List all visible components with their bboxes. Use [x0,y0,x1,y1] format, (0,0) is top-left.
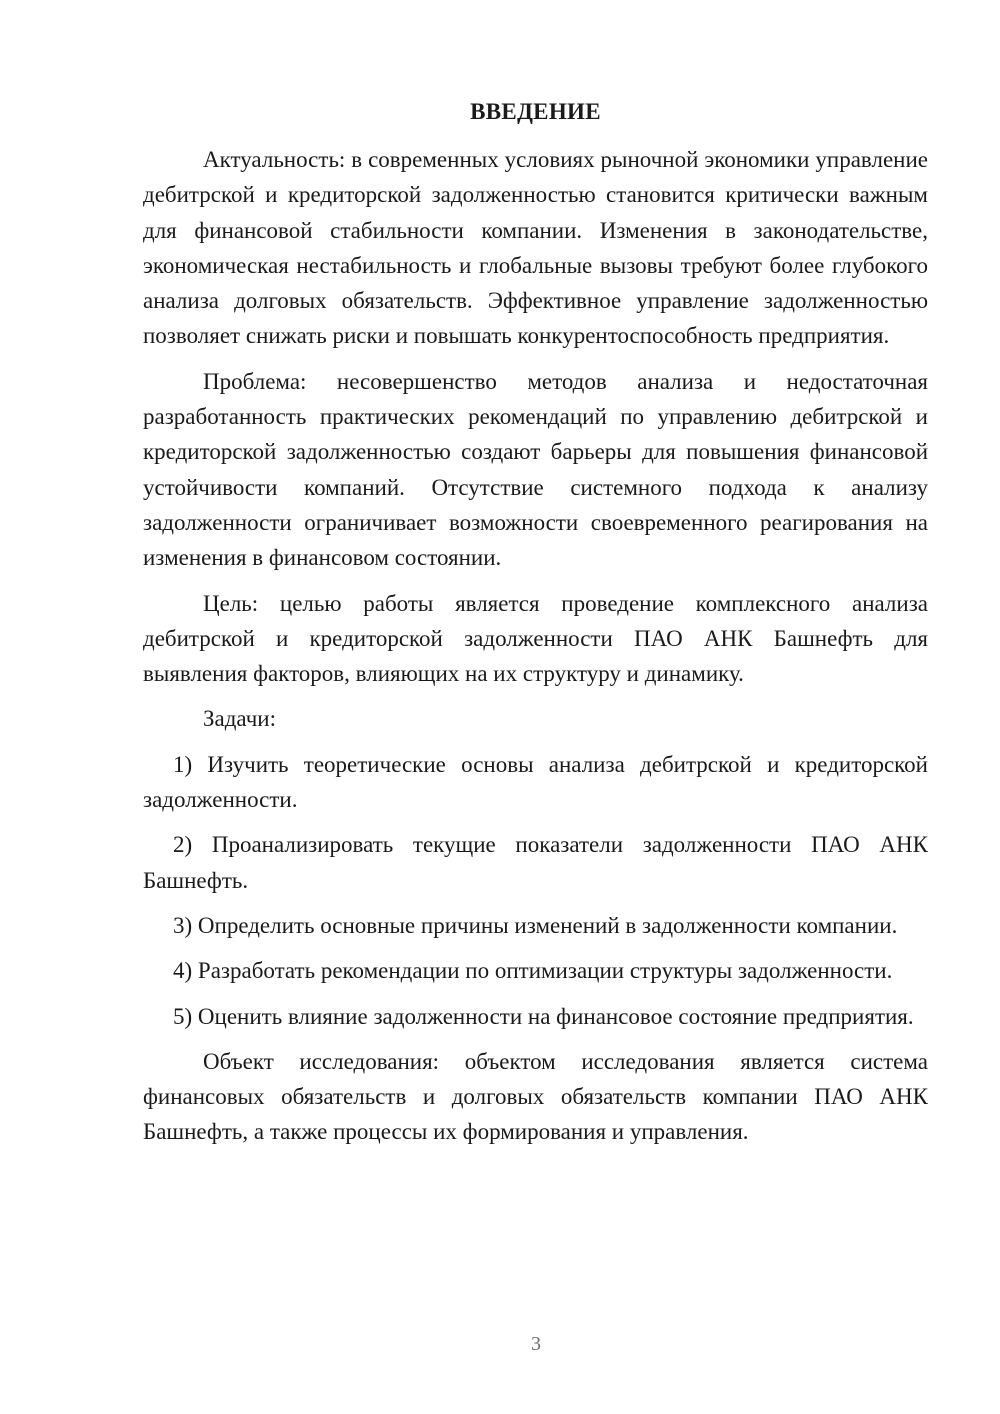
task-item-5: 5) Оценить влияние задолженности на финансовое состояние предприятия. [173,1003,914,1029]
page-title: ВВЕДЕНИЕ [470,99,601,124]
paragraph-goal: Цель: целью работы является проведение комплексного анализа дебитрской и кредиторской задолженности ПАО АНК Башнефть для выявления факторов, влияющих на их структуру и динамику. [143,590,928,687]
paragraph-problem: Проблема: несовершенство методов анализа и недостаточная разработанность практических рекомендаций по управлению дебитрской и кредиторской задолженностью создают барьеры для повышения финансовой устойчивости компаний. Отсутствие системного подхода к анализу задолженности ограничивает возможности своевременного реагирования на изменения в финансовом состоянии. [143,368,928,571]
paragraph-object: Объект исследования: объектом исследования является система финансовых обязательств и долговых обязательств компании ПАО АНК Башнефть, а также процессы их формирования и управления. [143,1048,928,1145]
paragraph-relevance: Актуальность: в современных условиях рыночной экономики управление дебитрской и кредиторской задолженностью становится критически важным для финансовой стабильности компании. Изменения в законодательстве, экономическая нестабильность и глобальные вызовы требуют более глубокого анализа долговых обязательств. Эффективное управление задолженностью позволяет снижать риски и повышать конкурентоспособность предприятия. [143,147,928,349]
task-item-1: 1) Изучить теоретические основы анализа дебитрской и кредиторской задолженности. [143,751,928,813]
task-item-2: 2) Проанализировать текущие показатели задолженности ПАО АНК Башнефть. [143,832,928,893]
document-body [143,142,928,1160]
task-item-3: 3) Определить основные причины изменений в задолженности компании. [173,912,898,938]
tasks-heading: Задачи: [203,706,276,732]
page-number: 3 [531,1333,541,1355]
task-item-4: 4) Разработать рекомендации по оптимизации структуры задолженности. [173,958,893,984]
